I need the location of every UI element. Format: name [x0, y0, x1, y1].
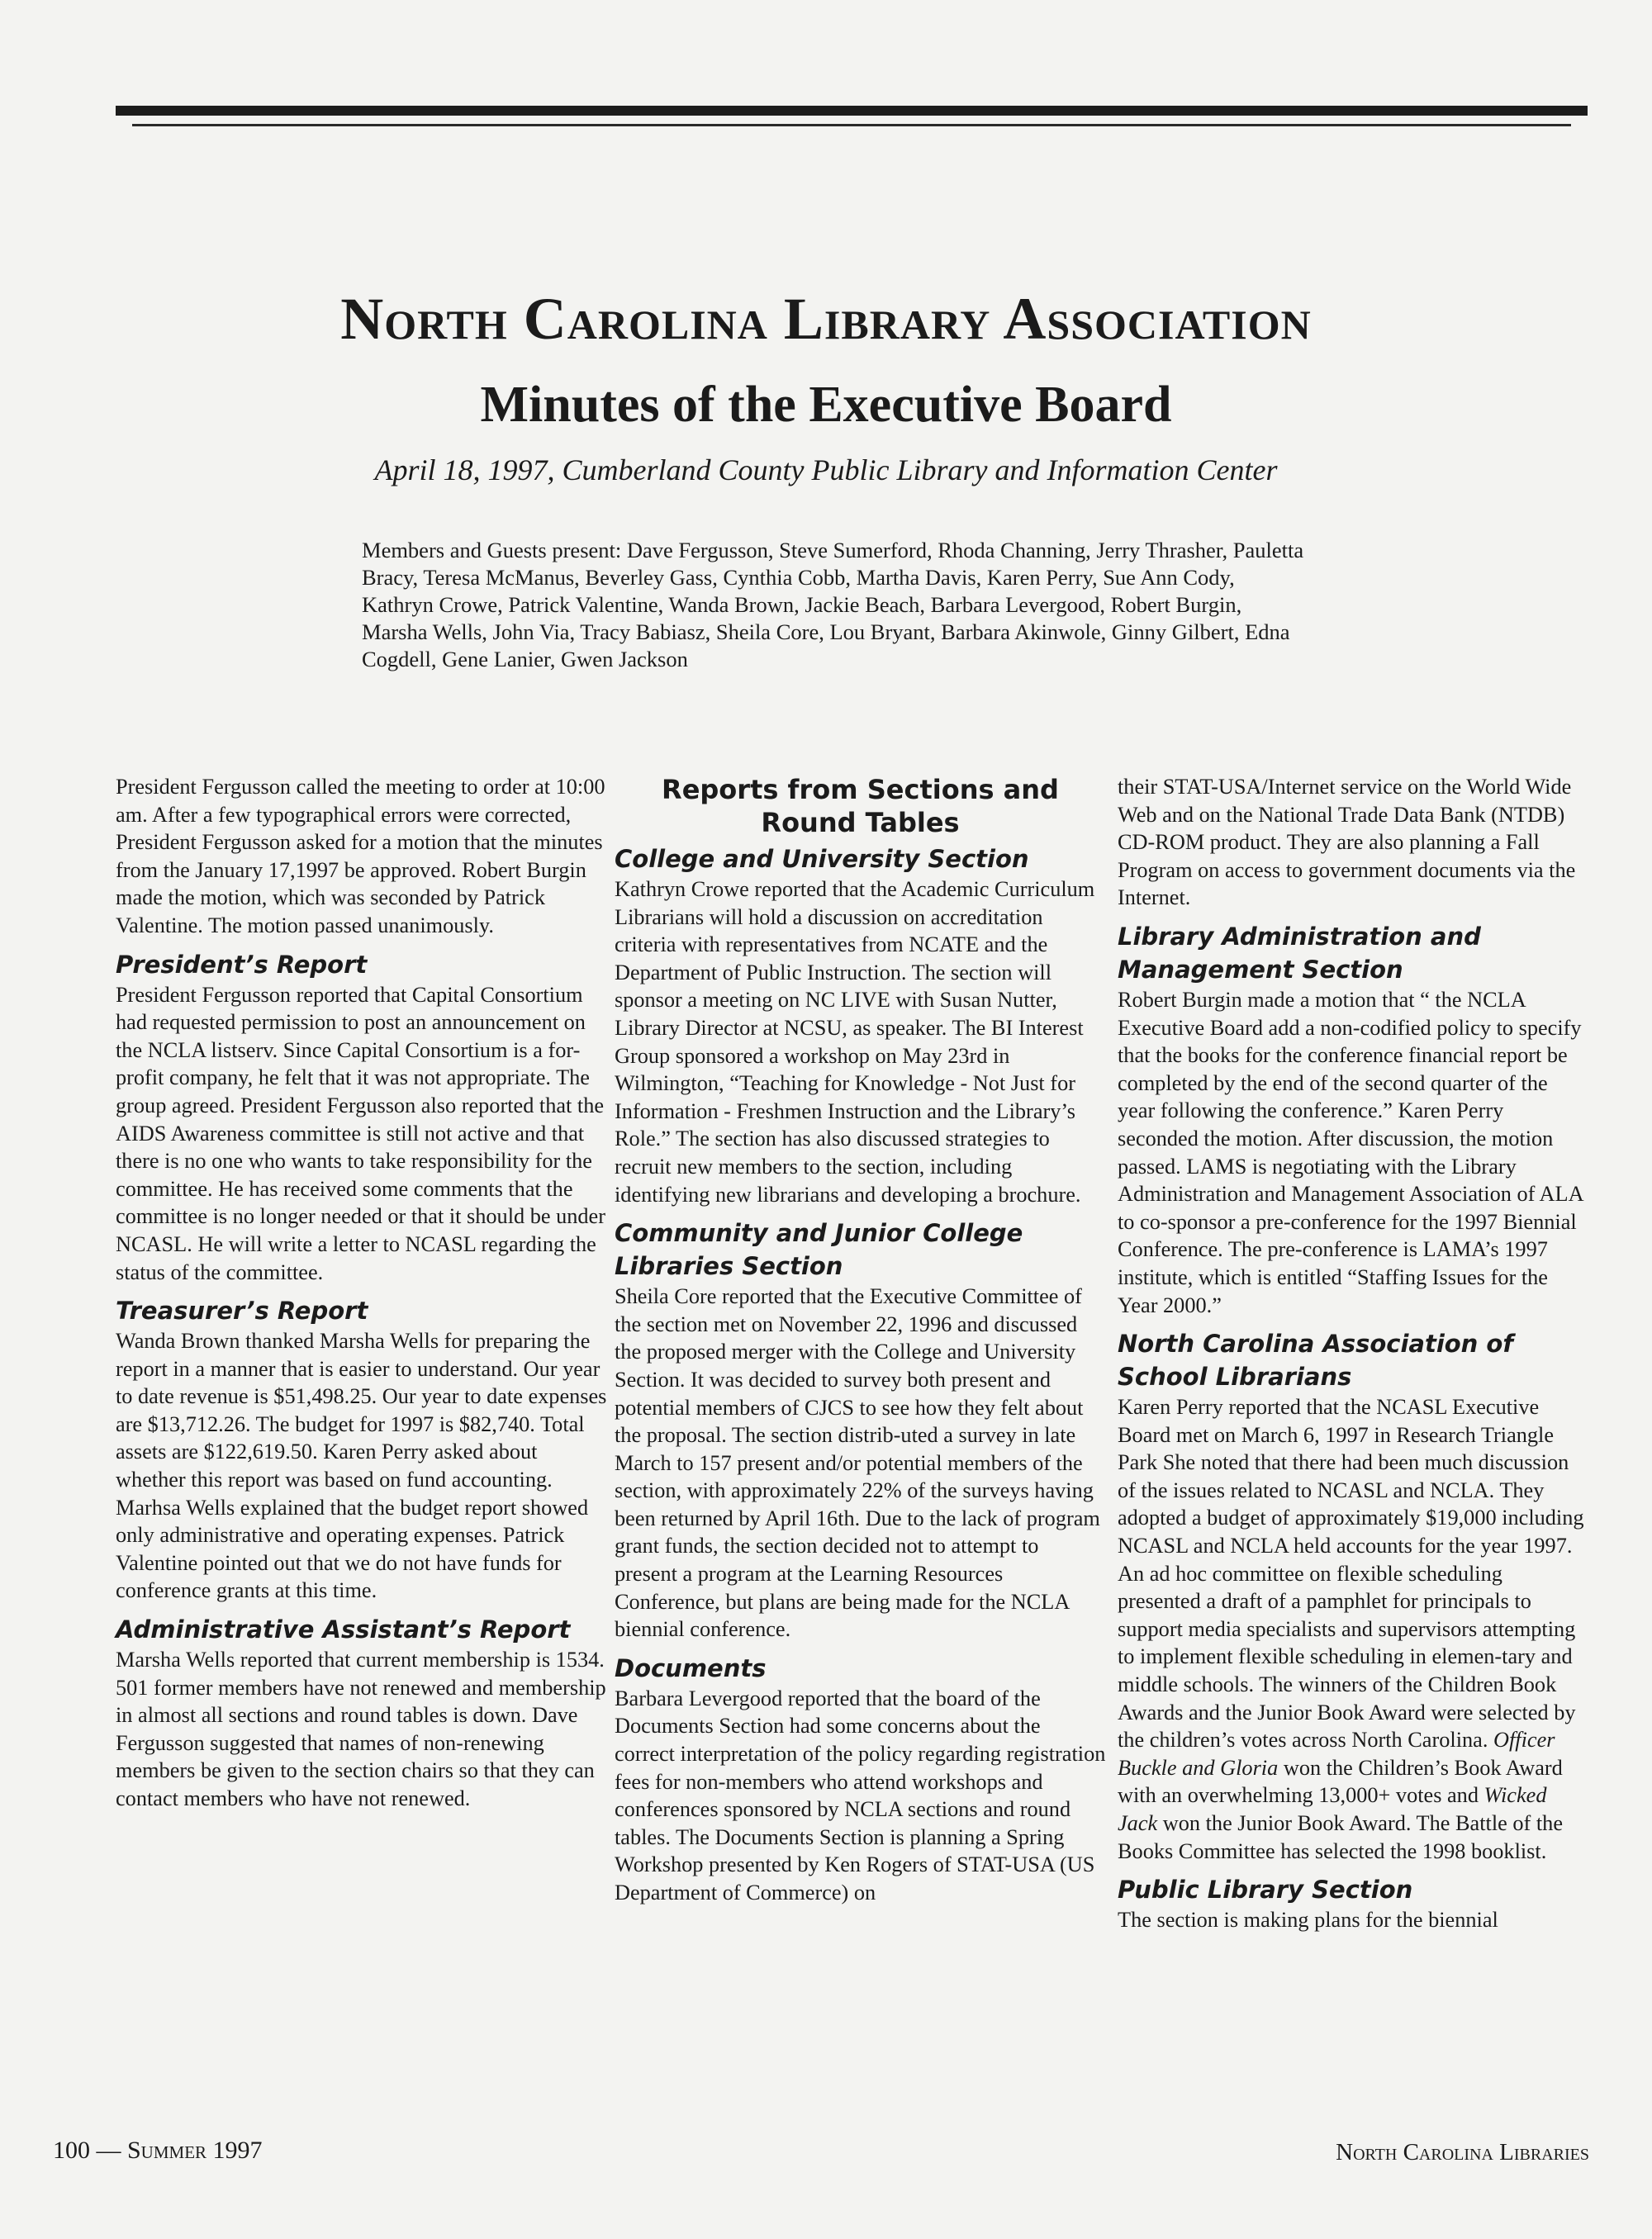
admin-assistant-report-text: Marsha Wells reported that current membership is 1534. 501 former members have not renewed and membership in almost all sections and round tables is down. Dave Fergusson suggested that names of non-renewing members be given to the section chairs so that they can contact members who have not renewed.: [116, 1648, 606, 1810]
footer-dash: —: [96, 2137, 121, 2164]
ncasl-text-part-2: won the Children’s Book Award with an overwhelming 13,000+ votes and: [1118, 1755, 1563, 1808]
publication-name: North Carolina Libraries: [1336, 2139, 1589, 2165]
issue-label: Summer 1997: [127, 2137, 263, 2164]
column-3: [1118, 773, 1588, 1934]
book-title-officer-buckle: Officer Buckle and Gloria: [1118, 1728, 1555, 1780]
header-rule-thick: [116, 106, 1588, 116]
college-university-heading: College and University Section: [615, 845, 1029, 873]
meeting-date-location: April 18, 1997, Cumberland County Public Library and Information Center: [374, 453, 1278, 486]
organization-title: North Carolina Library Association: [340, 286, 1312, 352]
documents-heading: Documents: [615, 1653, 767, 1682]
documents-continued-text: their STAT-USA/Internet service on the World Wide Web and on the National Trade Data Bank (NTDB) CD-ROM product. They are also planning a Fall Program on access to government documents via the Internet.: [1118, 775, 1576, 910]
community-junior-college-text: Sheila Core reported that the Executive Committee of the section met on November 22, 1996 and discussed the proposed merger with the College and University Section. It was decided to survey both present and potential members of CJCS to see how they felt about the proposal. The section distrib-uted a survey in late March to 157 present and/or potential members of the section, with approximately 22% of the surveys having been returned by April 16th. Due to the lack of program grant funds, the section decided not to attempt to present a program at the Learning Resources Conference, but plans are being made for the NCLA biennial conference.: [615, 1284, 1100, 1642]
page-number: 100: [53, 2137, 90, 2164]
members-present: Members and Guests present: Dave Fergusson, Steve Sumerford, Rhoda Channing, Jerry Thrasher, Pauletta Bracy, Teresa McManus, Beverley Gass, Cynthia Cobb, Martha Davis, Karen Perry, Sue Ann Cody, Kathryn Crowe, Patrick Valentine, Wanda Brown, Jackie Beach, Barbara Levergood, Robert Burgin, Marsha Wells, John Via, Tracy Babiasz, Sheila Core, Lou Bryant, Barbara Akinwole, Ginny Gilbert, Edna Cogdell, Gene Lanier, Gwen Jackson: [362, 538, 1304, 671]
intro-paragraph: President Fergusson called the meeting to order at 10:00 am. After a few typographical errors were corrected, President Fergusson asked for a motion that the minutes from the January 17,1997 be approved. Robert Burgin made the motion, which was seconded by Patrick Valentine. The motion passed unanimously.: [116, 775, 605, 937]
presidents-report-heading: President’s Report: [116, 950, 368, 979]
community-junior-college-heading: Community and Junior College Libraries Section: [615, 1219, 1023, 1281]
header-rule-thin: [132, 124, 1571, 126]
reports-sections-heading: Reports from Sections and Round Tables: [662, 774, 1059, 838]
ncasl-text-part-1: Karen Perry reported that the NCASL Executive Board met on March 6, 1997 in Research Triangle Park She noted that there had been much discussion of the issues related to NCASL and NCLA. They adopted a budget of approximately $19,000 including NCASL and NCLA held accounts for the year 1997. An ad hoc committee on flexible scheduling presented a draft of a pamphlet for principals to support media specialists and supervisors attempting to implement flexible scheduling in elemen-tary and middle schools. The winners of the Children Book Awards and the Junior Book Award were selected by the children’s votes across North Carolina.: [1118, 1395, 1584, 1753]
public-library-text: The section is making plans for the biennial: [1118, 1908, 1498, 1933]
documents-text: Barbara Levergood reported that the board of the Documents Section had some concerns about the correct interpretation of the policy regarding registration fees for non-members who attend workshops and conferences sponsored by NCLA sections and round tables. The Documents Section is planning a Spring Workshop presented by Ken Rogers of STAT-USA (US Department of Commerce) on: [615, 1686, 1106, 1905]
column-1: [116, 773, 607, 1813]
page-title: Minutes of the Executive Board: [480, 377, 1172, 433]
presidents-report-text: President Fergusson reported that Capital Consortium had requested permission to post an announcement on the NCLA listserv. Since Capital Consortium is a for-profit company, he felt that it was not appropriate. The group agreed. President Fergusson also reported that the AIDS Awareness committee is still not active and that there is no one who wants to take responsibility for the committee. He has received some comments that the committee is no longer needed or that it should be under NCASL. He will write a letter to NCASL regarding the status of the committee.: [116, 982, 605, 1284]
treasurers-report-text: Wanda Brown thanked Marsha Wells for preparing the report in a manner that is easier to understand. Our year to date revenue is $51,498.25. Our year to date expenses are $13,712.26. The budget for 1997 is $82,740. Total assets are $122,619.50. Karen Perry asked about whether this report was based on fund accounting. Marhsa Wells explained that the budget report showed only administrative and operating expenses. Patrick Valentine pointed out that we do not have funds for conference grants at this time.: [116, 1329, 607, 1603]
admin-assistant-report-heading: Administrative Assistant’s Report: [116, 1615, 571, 1644]
lams-heading: Library Administration and Management Section: [1118, 922, 1481, 984]
ncasl-text: [1118, 1393, 1588, 1865]
ncasl-text-part-3: won the Junior Book Award. The Battle of the Books Committee has selected the 1998 booklist.: [1118, 1811, 1563, 1863]
public-library-heading: Public Library Section: [1118, 1876, 1413, 1905]
lams-text: Robert Burgin made a motion that “ the NCLA Executive Board add a non-codified policy to specify that the books for the conference financial report be completed by the end of the second quarter of the year following the conference.” Karen Perry seconded the motion. After discussion, the motion passed. LAMS is negotiating with the Library Administration and Management Association of ALA to co-sponsor a pre-conference for the 1997 Biennial Conference. The pre-conference is LAMA’s 1997 institute, which is entitled “Staffing Issues for the Year 2000.”: [1118, 987, 1583, 1317]
column-2: [615, 773, 1106, 1907]
book-title-wicked-jack: Wicked Jack: [1118, 1783, 1547, 1835]
treasurers-report-heading: Treasurer’s Report: [116, 1297, 368, 1326]
ncasl-heading: North Carolina Association of School Librarians: [1118, 1330, 1513, 1392]
footer-page-info: [53, 2137, 263, 2165]
college-university-text: Kathryn Crowe reported that the Academic Curriculum Librarians will hold a discussion on accreditation criteria with representatives from NCATE and the Department of Public Instruction. The section will sponsor a meeting on NC LIVE with Susan Nutter, Library Director at NCSU, as speaker. The BI Interest Group sponsored a workshop on May 23rd in Wilmington, “Teaching for Knowledge - Not Just for Information - Freshmen Instruction and the Library’s Role.” The section has also discussed strategies to recruit new members to the section, including identifying new librarians and developing a brochure.: [615, 877, 1095, 1207]
